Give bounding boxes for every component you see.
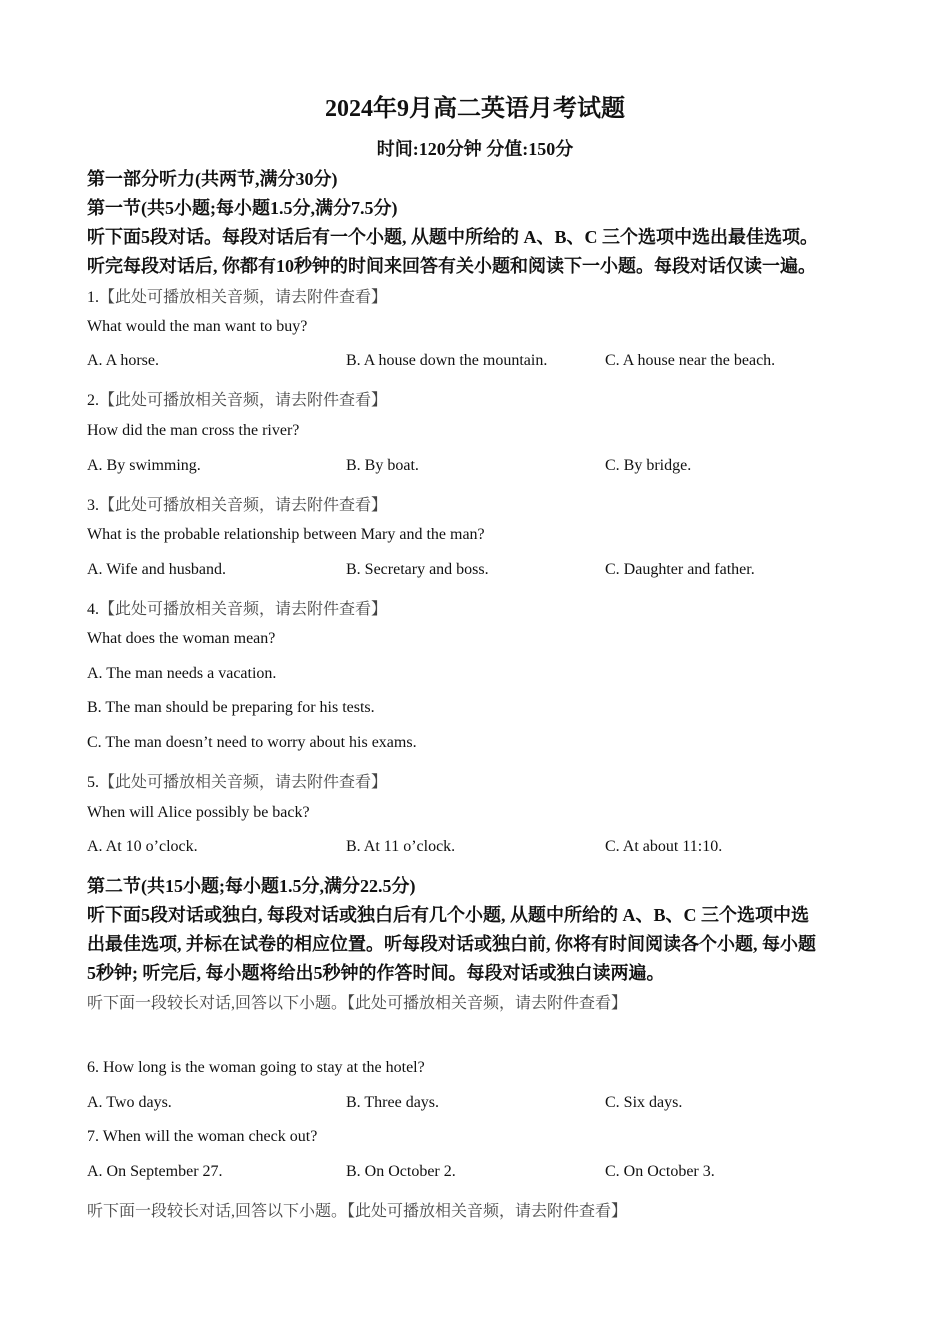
question-3-text: What is the probable relationship between Mary and the man? (87, 526, 485, 543)
question-6-option-b: B. Three days. (346, 1094, 440, 1111)
section1-heading: 第一节(共5小题;每小题1.5分,满分7.5分) (87, 198, 398, 218)
question-5-option-c: C. At about 11:10. (605, 838, 723, 855)
question-7-option-c: C. On October 3. (605, 1163, 715, 1180)
question-7-text: 7. When will the woman check out? (87, 1128, 318, 1145)
audio-note: 【此处可播放相关音频，请去附件查看】 (99, 774, 388, 791)
page-title: 2024年9月高二英语月考试题 (325, 96, 625, 122)
question-number: 2. (87, 392, 99, 409)
question-5-option-b: B. At 11 o’clock. (346, 838, 456, 855)
question-6-text: 6. How long is the woman going to stay at the hotel? (87, 1059, 425, 1076)
question-number: 4. (87, 601, 99, 618)
question-4-option-b: B. The man should be preparing for his tests. (87, 699, 375, 716)
section1-instruction-1: 听下面5段对话。每段对话后有一个小题, 从题中所给的 A、B、C 三个选项中选出最佳选项。 (87, 227, 818, 247)
question-4-option-a: A. The man needs a vacation. (87, 665, 277, 682)
question-5-option-a: A. At 10 o’clock. (87, 838, 198, 855)
section2-heading: 第二节(共15小题;每小题1.5分,满分22.5分) (87, 876, 416, 896)
audio-note: 【此处可播放相关音频，请去附件查看】 (99, 392, 388, 409)
question-2-text: How did the man cross the river? (87, 422, 300, 439)
question-number: 3. (87, 497, 99, 514)
audio-note: 【此处可播放相关音频，请去附件查看】 (99, 497, 388, 514)
question-6-option-c: C. Six days. (605, 1094, 683, 1111)
question-1-option-c: C. A house near the beach. (605, 352, 776, 369)
dialog-intro-2: 听下面一段较长对话,回答以下小题。【此处可播放相关音频，请去附件查看】 (87, 1203, 628, 1220)
question-1-audio (87, 284, 863, 307)
audio-note: 【此处可播放相关音频，请去附件查看】 (99, 601, 388, 618)
question-7-option-a: A. On September 27. (87, 1163, 223, 1180)
section1-instruction-2: 听完每段对话后, 你都有10秒钟的时间来回答有关小题和阅读下一小题。每段对话仅读一遍。 (87, 256, 816, 276)
question-number: 1. (87, 289, 99, 306)
section2-instruction-1: 听下面5段对话或独白, 每段对话或独白后有几个小题, 从题中所给的 A、B、C 三个选项中选 (87, 905, 809, 925)
audio-note: 【此处可播放相关音频，请去附件查看】 (99, 289, 388, 306)
question-1-text: What would the man want to buy? (87, 318, 308, 335)
question-1-option-b: B. A house down the mountain. (346, 352, 548, 369)
exam-time-score: 时间:120分钟 分值:150分 (376, 139, 574, 159)
part1-heading: 第一部分听力(共两节,满分30分) (87, 169, 338, 189)
question-5-audio (87, 769, 863, 792)
question-3-option-a: A. Wife and husband. (87, 561, 227, 578)
question-3-option-b: B. Secretary and boss. (346, 561, 489, 578)
question-2-audio (87, 387, 863, 410)
question-7-option-b: B. On October 2. (346, 1163, 456, 1180)
question-2-option-a: A. By swimming. (87, 457, 201, 474)
question-4-option-c: C. The man doesn’t need to worry about his exams. (87, 734, 417, 751)
question-number: 5. (87, 774, 99, 791)
question-5-text: When will Alice possibly be back? (87, 804, 310, 821)
question-6-option-a: A. Two days. (87, 1094, 172, 1111)
dialog-intro: 听下面一段较长对话,回答以下小题。【此处可播放相关音频，请去附件查看】 (87, 995, 628, 1012)
question-1-option-a: A. A horse. (87, 352, 159, 369)
question-4-audio (87, 596, 863, 619)
question-3-audio (87, 492, 863, 515)
question-2-option-c: C. By bridge. (605, 457, 692, 474)
question-2-option-b: B. By boat. (346, 457, 419, 474)
question-4-text: What does the woman mean? (87, 630, 276, 647)
question-3-option-c: C. Daughter and father. (605, 561, 755, 578)
section2-instruction-2: 出最佳选项, 并标在试卷的相应位置。听每段对话或独白前, 你将有时间阅读各个小题, 每小题 (87, 934, 816, 954)
section2-instruction-3: 5秒钟; 听完后, 每小题将给出5秒钟的作答时间。每段对话或独白读两遍。 (87, 963, 665, 983)
